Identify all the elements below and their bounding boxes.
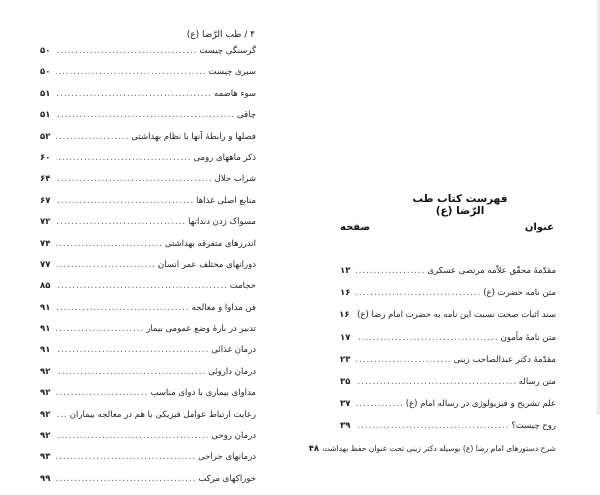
toc-entry-page: ۶۰ <box>40 152 51 163</box>
toc-entry <box>340 355 556 377</box>
toc-entry-page: ۳۹ <box>340 421 351 432</box>
toc-entry-page: ۷۲ <box>40 217 51 228</box>
dot-leader <box>56 431 209 441</box>
toc-entry <box>40 153 256 174</box>
toc-entry-title: علم تشریح و فیزیولوژی در رساله امام (ع) <box>405 399 556 410</box>
dot-leader <box>356 333 499 343</box>
toc-entry-title: فصلها و رابطهٔ آنها با نظام بهداشتی <box>131 131 256 142</box>
toc-entry-title: ذکر ماههای رومی <box>193 152 256 163</box>
toc-entry-title: اندرزهای متفرقه بهداشتی <box>164 238 256 249</box>
toc-entry-page: ۹۲ <box>40 366 51 377</box>
toc-entry <box>340 421 556 443</box>
toc-entry-page: ۹۹ <box>40 473 51 484</box>
toc-list-left <box>40 46 256 495</box>
toc-entry-page: ۱۶ <box>340 288 351 299</box>
toc-entry <box>40 367 256 388</box>
toc-entry-page: ۹۲ <box>40 388 51 399</box>
toc-entry <box>40 410 256 431</box>
toc-entry-title: تدبیر در بارهٔ وضع عمومی بیمار <box>146 324 256 335</box>
toc-entry <box>40 110 256 131</box>
toc-entry-page: ۸۵ <box>40 281 51 292</box>
dot-leader <box>56 217 186 227</box>
dot-leader <box>56 324 144 334</box>
toc-entry <box>40 196 256 217</box>
dot-leader <box>56 110 235 120</box>
toc-entry-page: ۴۸ <box>308 443 320 454</box>
toc-entry <box>308 443 556 466</box>
dot-leader <box>356 421 509 431</box>
toc-entry-page: ۳۷ <box>340 399 351 410</box>
left-page <box>0 0 300 484</box>
toc-entry-title: فن مداوا و معالجه <box>191 302 256 313</box>
dot-leader <box>56 303 190 313</box>
dot-leader <box>56 132 129 142</box>
toc-entry <box>340 266 556 288</box>
dot-leader <box>56 239 163 249</box>
toc-entry-title: رعایت ارتباط عوامل فیزیکی با هم در معالجه بیماران <box>69 409 256 420</box>
toc-list-right <box>308 266 556 466</box>
toc-entry-title: سیری چیست <box>208 67 256 78</box>
toc-entry-title: مقدّمهٔ دکتر عبدالصاحب زینی <box>453 354 556 365</box>
dot-leader <box>356 355 452 365</box>
toc-entry <box>40 303 256 324</box>
toc-entry-title: درمان روحی <box>211 431 256 442</box>
toc-entry-page: ۹۲ <box>40 409 51 420</box>
dot-leader <box>56 46 197 56</box>
running-head: ۴ / طب الرّضا (ع) <box>186 30 255 40</box>
toc-entry-title: سوء هاضمه <box>214 88 256 99</box>
dot-leader <box>56 260 156 270</box>
toc-entry <box>40 281 256 302</box>
dot-leader <box>356 377 517 387</box>
toc-entry-title: درمان غذائی <box>211 345 256 356</box>
dot-leader <box>56 474 196 484</box>
toc-entry-title: مسواک زدن دندانها <box>188 217 256 228</box>
toc-entry-page: ۵۰ <box>40 67 51 78</box>
toc-entry <box>40 431 256 452</box>
toc-entry <box>40 67 256 88</box>
column-header-title: عنوان <box>524 222 554 233</box>
toc-entry <box>40 452 256 473</box>
toc-entry <box>340 399 556 421</box>
toc-entry-title: شراب حلال <box>214 174 256 185</box>
toc-entry-title: متن نامه حضرت (ع) <box>483 288 556 299</box>
toc-entry-title: شرح دستورهای امام رضا (ع) بوسیله دکتر زینی تحت عنوان حفظ بهداشت <box>322 443 556 453</box>
toc-entry-page: ۵۲ <box>40 131 51 142</box>
toc-entry-page: ۷۷ <box>40 259 51 270</box>
dot-leader <box>56 281 228 291</box>
toc-entry <box>340 377 556 399</box>
dot-leader <box>56 67 207 77</box>
dot-leader <box>56 345 209 355</box>
toc-entry-title: منابع اصلی غذاها <box>196 195 256 206</box>
toc-entry <box>40 474 256 495</box>
dot-leader <box>356 288 481 298</box>
toc-entry-title: درمانهای جراحی <box>198 452 256 463</box>
toc-entry-title: سند اثبات صحت نسبت این نامه به حضرت امام رضا (ع) <box>357 310 556 321</box>
dot-leader <box>56 388 148 398</box>
toc-entry <box>40 132 256 153</box>
toc-entry-title: گرسنگی چیست <box>199 46 256 56</box>
toc-entry-page: ۹۱ <box>40 345 51 356</box>
toc-entry-page: ۱۶ <box>339 310 350 321</box>
toc-entry <box>40 217 256 238</box>
toc-entry-page: ۵۱ <box>40 88 51 99</box>
toc-entry-page: ۱۳ <box>340 266 351 276</box>
toc-entry-title: دورانهای مختلف عمر انسان <box>157 259 256 270</box>
dot-leader <box>356 266 425 276</box>
dot-leader <box>356 399 404 409</box>
toc-title: فهرست کتاب طب الرّضا (ع) <box>412 193 508 217</box>
toc-entry-title: درمان داروئی <box>208 366 256 377</box>
toc-entry <box>40 46 256 67</box>
dot-leader <box>56 196 194 206</box>
toc-entry-page: ۱۷ <box>340 332 351 343</box>
toc-entry-title: مداوای بیماری با دوای مناسب <box>150 388 256 399</box>
toc-entry-page: ۹۱ <box>40 324 51 335</box>
toc-entry-title: متن رساله <box>518 376 556 387</box>
toc-entry <box>340 310 556 332</box>
page-edge <box>596 0 600 415</box>
toc-entry-page: ۳۵ <box>340 376 351 387</box>
dot-leader <box>56 367 206 377</box>
column-header-page: صفحه <box>340 222 371 233</box>
toc-entry <box>340 333 556 355</box>
toc-entry-title: روح چیست؟ <box>511 421 556 432</box>
toc-entry <box>40 89 256 110</box>
dot-leader <box>56 452 196 462</box>
toc-entry-page: ۹۱ <box>40 302 51 313</box>
toc-entry-title: خوراکهای مرکب <box>198 473 256 484</box>
toc-entry-title: متن نامهٔ مأمون <box>500 332 556 343</box>
toc-entry-page: ۶۴ <box>40 174 51 185</box>
dot-leader <box>56 89 212 99</box>
dot-leader <box>56 174 213 184</box>
toc-entry-page: ۲۳ <box>340 354 351 365</box>
dot-leader <box>56 153 191 163</box>
toc-entry-page: ۵۱ <box>40 110 51 121</box>
toc-entry-page: ۶۷ <box>40 195 51 206</box>
toc-entry-title: حجامت <box>229 281 256 292</box>
toc-entry-page: ۵۰ <box>40 46 51 56</box>
toc-entry <box>40 345 256 366</box>
toc-entry <box>40 388 256 409</box>
toc-entry-page: ۹۳ <box>40 452 51 463</box>
toc-entry <box>40 239 256 260</box>
toc-entry <box>40 260 256 281</box>
toc-entry-title: چاقی <box>237 110 256 121</box>
toc-entry-title: مقدّمهٔ محقّق علاّمه مرتضی عسکری <box>427 266 556 276</box>
toc-entry <box>40 174 256 195</box>
toc-entry-page: ۹۲ <box>40 431 51 442</box>
toc-entry <box>40 324 256 345</box>
toc-entry-page: ۷۴ <box>40 238 51 249</box>
toc-entry <box>340 288 556 310</box>
